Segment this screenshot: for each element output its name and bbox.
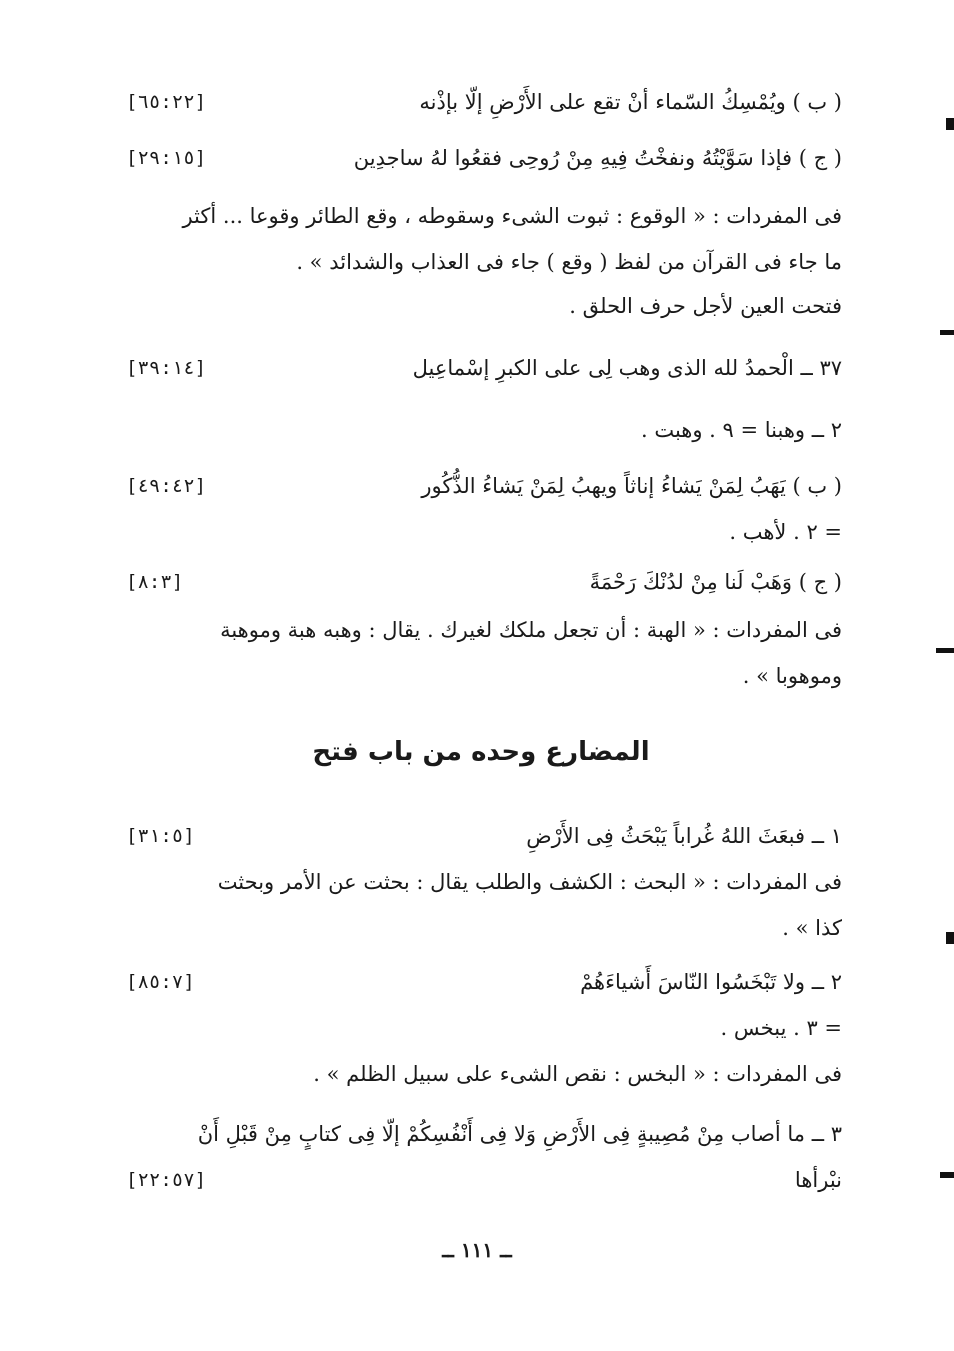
text-line xyxy=(120,862,842,902)
text-line xyxy=(120,610,842,650)
page-number: ــ ١١١ ــ xyxy=(442,1238,512,1262)
line-text: ٣ ــ ما أصاب مِنْ مُصِيبةٍ فِى الأَرْضِ وَلا فِى أَنْفُسِكُمْ إلّا فِى كتابٍ مِنْ قَبْلِ أَنْ xyxy=(197,1122,842,1146)
text-line xyxy=(120,196,842,236)
line-text: فتحت العين لأجل حرف الحلق . xyxy=(569,294,842,318)
line-text: نبْرأها xyxy=(794,1168,842,1192)
text-line xyxy=(120,962,842,1002)
verse-reference: [٣٩:١٤] xyxy=(126,357,207,379)
line-text: وموهوبا » . xyxy=(742,664,842,688)
verse-reference: [٨:٣] xyxy=(126,571,184,593)
text-line xyxy=(120,138,842,178)
text-line xyxy=(120,656,842,696)
verse-reference: [٢٢:٥٧] xyxy=(126,1169,207,1191)
text-line xyxy=(120,348,842,388)
edge-mark xyxy=(936,648,954,653)
line-text: ١ ــ فبعَثَ اللهُ غُراباً يَبْحَثُ فِى الأَرْضِ xyxy=(526,824,842,848)
line-text: ٢ ــ ولا تَبْخَسُوا النّاسَ أَشياءَهُمْ xyxy=(580,970,842,994)
verse-reference: [٨٥:٧] xyxy=(126,971,195,993)
text-line xyxy=(120,816,842,856)
text-line xyxy=(120,1054,842,1094)
text-line xyxy=(120,286,842,326)
text-line xyxy=(120,82,842,122)
edge-mark xyxy=(946,118,954,130)
text-line xyxy=(120,1114,842,1154)
verse-reference: [٦٥:٢٢] xyxy=(126,91,207,113)
text-line xyxy=(120,1160,842,1200)
line-text: ( ج ) فإذا سَوَّيْتُهُ ونفخْتُ فِيهِ مِنْ رُوحِى فقعُوا لهُ ساجدِين xyxy=(353,146,842,170)
line-text: فى المفردات : « الهبة : أن تجعل ملكك لغيرك . يقال : وهبه هبة وموهبة xyxy=(220,618,842,642)
line-text: فى المفردات : « البخس : نقص الشىء على سبيل الظلم » . xyxy=(313,1062,842,1086)
text-line xyxy=(120,908,842,948)
line-text: = ٢ . لأهب . xyxy=(729,520,842,544)
line-text: كذا » . xyxy=(782,916,842,940)
text-line xyxy=(120,512,842,552)
line-text: ما جاء فى القرآن من لفظ ( وقع ) جاء فى العذاب والشدائد » . xyxy=(296,250,842,274)
verse-reference: [٢٩:١٥] xyxy=(126,147,207,169)
edge-mark xyxy=(940,330,954,335)
text-line xyxy=(120,562,842,602)
verse-reference: [٤٩:٤٢] xyxy=(126,475,207,497)
line-text: ( ج ) وَهَبْ لَنا مِنْ لدُنْكَ رَحْمَةً xyxy=(589,570,842,594)
section-heading: المضارع وحده من باب فتح xyxy=(312,737,650,767)
text-line xyxy=(120,410,842,450)
line-text: فى المفردات : « البحث : الكشف والطلب يقال : بحثت عن الأمر وبحثت xyxy=(217,870,842,894)
line-text: ٢ ــ وهبنا = ٩ . وهبت . xyxy=(640,418,842,442)
edge-mark xyxy=(946,932,954,944)
edge-mark xyxy=(940,1172,954,1178)
verse-reference: [٣١:٥] xyxy=(126,825,195,847)
line-text: = ٣ . يبخس . xyxy=(720,1016,842,1040)
line-text: ٣٧ ــ الْحمدُ لله الذى وهب لِى على الكبرِ إسْماعِيل xyxy=(412,356,842,380)
line-text: ( ب ) ويُمْسِكُ السّماء أنْ تقع على الأَرْضِ إلّا بإذْنه xyxy=(419,90,842,114)
text-line xyxy=(120,242,842,282)
text-line xyxy=(120,466,842,506)
line-text: ( ب ) يَهَبُ لِمَنْ يَشاءُ إناثاً ويهبُ لِمَنْ يَشاءُ الذُّكُور xyxy=(421,474,842,498)
text-line xyxy=(120,1008,842,1048)
line-text: فى المفردات : « الوقوع : ثبوت الشىء وسقوطه ، وقع الطائر وقوعا ... أكثر xyxy=(182,204,842,228)
